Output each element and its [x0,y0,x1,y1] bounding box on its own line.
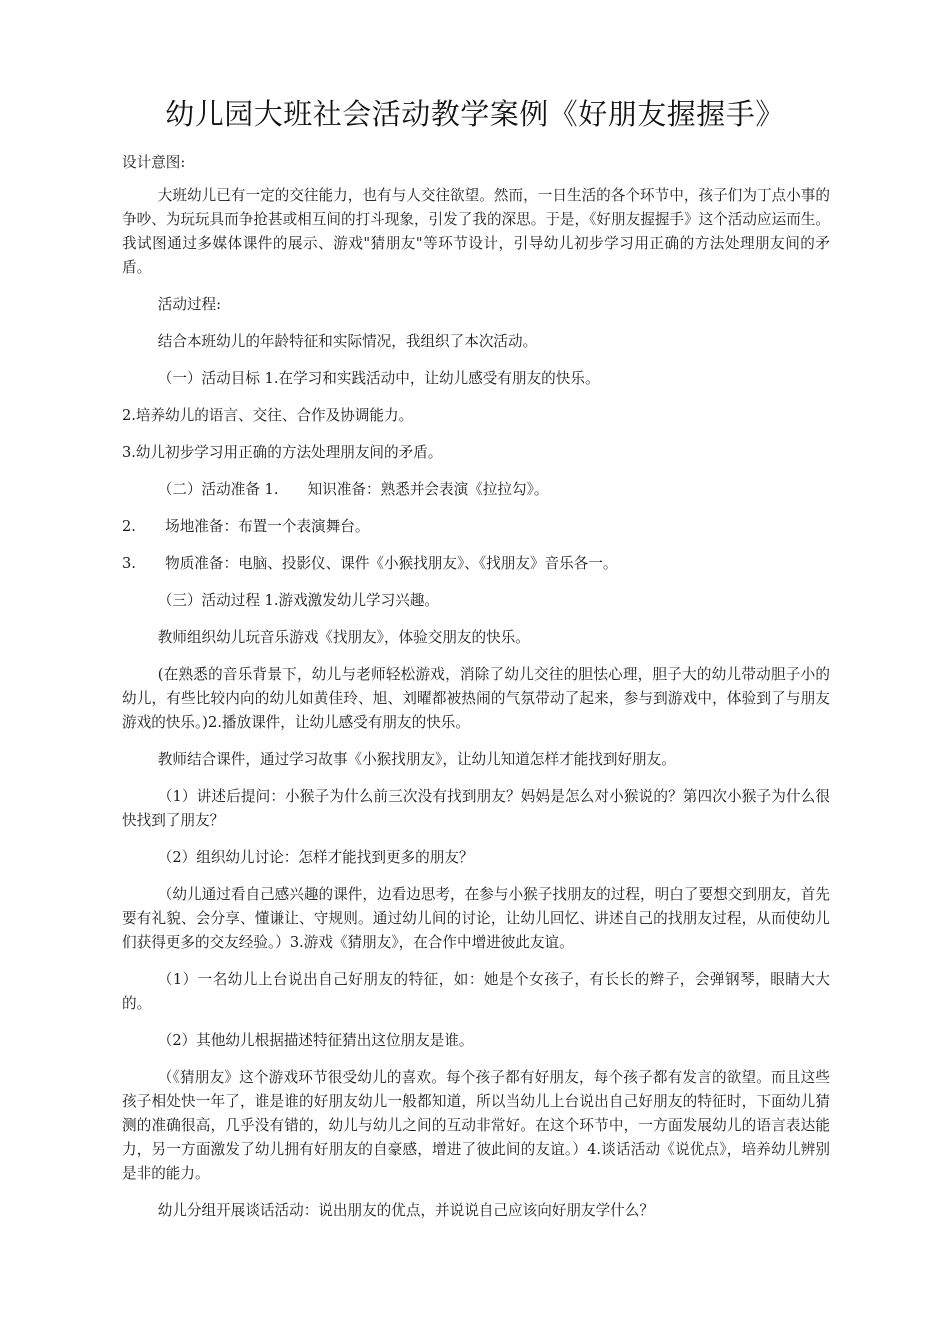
paragraph: 2. 场地准备：布置一个表演舞台。 [122,518,370,535]
paragraph: （幼儿通过看自己感兴趣的课件，边看边思考，在参与小猴子找朋友的过程，明白了要想交到朋友，首先要有礼貌、会分享、懂谦让、守规则。通过幼儿间的讨论，让幼儿回忆、讲述自己的找朋友过程，从而使幼儿们获得更多的交友经验。）3.游戏《猜朋友》，在合作中增进彼此友谊。 [122,886,830,951]
paragraph: 教师组织幼儿玩音乐游戏《找朋友》，体验交朋友的快乐。 [157,629,530,646]
paragraph: (在熟悉的音乐背景下，幼儿与老师轻松游戏，消除了幼儿交往的胆怯心理，胆子大的幼儿带动胆子小的幼儿，有些比较内向的幼儿如黄佳玲、旭、刘曜都被热闹的气氛带动了起来，参与到游戏中，体验到了与朋友游戏的快乐。)2.播放课件，让幼儿感受有朋友的快乐。 [122,666,830,731]
paragraph: （1）讲述后提问：小猴子为什么前三次没有找到朋友？妈妈是怎么对小猴说的？第四次小猴子为什么很快找到了朋友？ [122,788,830,829]
paragraph: （一）活动目标 1.在学习和实践活动中，让幼儿感受有朋友的快乐。 [157,370,600,387]
document-title: 幼儿园大班社会活动教学案例《好朋友握握手》 [165,97,785,131]
paragraph: （2）组织幼儿讨论：怎样才能找到更多的朋友？ [157,849,474,866]
paragraph: （《猜朋友》这个游戏环节很受幼儿的喜欢。每个孩子都有好朋友，每个孩子都有发言的欲望。而且这些孩子相处快一年了，谁是谁的好朋友幼儿一般都知道，所以当幼儿上台说出自己好朋友的特征时，下面幼儿猜测的准确很高，几乎没有错的，幼儿与幼儿之间的互动非常好。在这个环节中，一方面发展幼儿的语言表达能力，另一方面激发了幼儿拥有好朋友的自豪感，增进了彼此间的友谊。）4.谈话活动《说优点》，培养幼儿辨别是非的能力。 [122,1069,830,1182]
paragraph: 2.培养幼儿的语言、交往、合作及协调能力。 [122,407,414,424]
paragraph: 3. 物质准备：电脑、投影仪、课件《小猴找朋友》、《找朋友》音乐各一。 [122,555,618,572]
paragraph-process-heading: 活动过程: [157,296,222,313]
paragraph: 教师结合课件，通过学习故事《小猴找朋友》，让幼儿知道怎样才能找到好朋友。 [157,751,676,768]
paragraph-design-intent-heading: 设计意图: [122,154,186,171]
paragraph: （三）活动过程 1.游戏激发幼儿学习兴趣。 [157,592,440,609]
paragraph: 幼儿分组开展谈话活动：说出朋友的优点，并说说自己应该向好朋友学什么？ [157,1202,654,1219]
paragraph: （二）活动准备 1. 知识准备：熟悉并会表演《拉拉勾》。 [157,481,549,498]
paragraph: （2）其他幼儿根据描述特征猜出这位朋友是谁。 [157,1032,474,1049]
paragraph-design-intent: 大班幼儿已有一定的交往能力，也有与人交往欲望。然而，一日生活的各个环节中，孩子们为丁点小事的争吵、为玩玩具而争抢甚或相互间的打斗现象，引发了我的深思。于是，《好朋友握握手》这个活动应运而生。我试图通过多媒体课件的展示、游戏"猜朋友"等环节设计，引导幼儿初步学习用正确的方法处理朋友间的矛盾。 [122,187,830,276]
paragraph: （1）一名幼儿上台说出自己好朋友的特征，如：她是个女孩子，有长长的辫子，会弹钢琴，眼睛大大的。 [122,971,830,1012]
document-body [122,151,830,1223]
paragraph: 3.幼儿初步学习用正确的方法处理朋友间的矛盾。 [122,444,443,461]
paragraph: 结合本班幼儿的年龄特征和实际情况，我组织了本次活动。 [157,333,538,350]
